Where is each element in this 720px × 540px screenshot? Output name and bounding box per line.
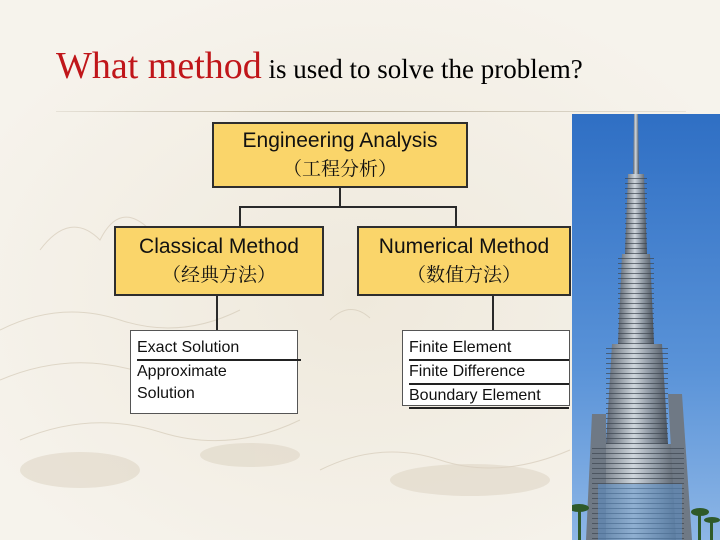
connector-horizontal <box>239 206 457 208</box>
list-item: Solution <box>137 385 195 402</box>
connector-numerical-list <box>492 296 494 330</box>
list-item: Finite Difference <box>409 361 569 385</box>
connector-classical-list <box>216 296 218 330</box>
title-accent: What method <box>56 45 262 87</box>
classical-methods-list <box>130 330 298 414</box>
numerical-method-chinese-label: （数值方法） <box>406 264 521 286</box>
title-divider <box>56 111 686 112</box>
skyscraper-photo <box>572 114 720 540</box>
list-item: Approximate <box>137 363 227 380</box>
numerical-method-box <box>357 226 571 296</box>
numerical-methods-list <box>402 330 570 406</box>
numerical-method-label: Numerical Method <box>378 235 550 258</box>
engineering-analysis-chinese-label: （工程分析） <box>282 158 397 180</box>
engineering-analysis-box <box>212 122 468 188</box>
classical-method-chinese-label: （经典方法） <box>161 264 276 286</box>
connector-left-down <box>239 206 241 226</box>
list-item: Boundary Element <box>409 385 569 409</box>
title-rest: is used to solve the problem? <box>261 54 583 84</box>
engineering-analysis-label: Engineering Analysis <box>242 129 438 152</box>
connector-root-down <box>339 188 341 207</box>
classical-method-label: Classical Method <box>139 235 299 258</box>
list-item: Exact Solution <box>137 337 301 361</box>
slide-title <box>56 44 696 88</box>
classical-method-box <box>114 226 324 296</box>
connector-right-down <box>455 206 457 226</box>
list-item: Finite Element <box>409 337 569 361</box>
